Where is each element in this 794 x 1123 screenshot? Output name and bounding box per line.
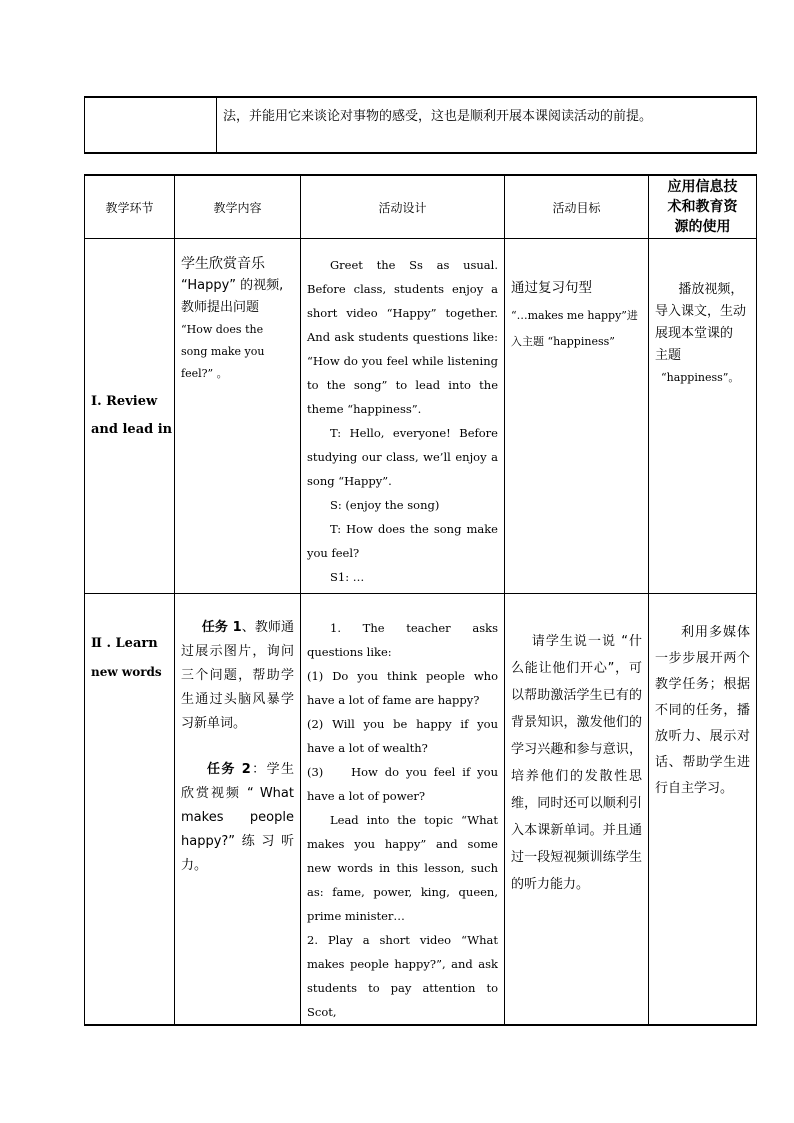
row-learn-words: [85, 594, 757, 1026]
row1-activity-p3: S: (enjoy the song): [330, 498, 440, 512]
row1-tech: [649, 239, 757, 594]
row-review: [85, 239, 757, 594]
row1-activity-p4: T: How does the song make you feel?: [307, 522, 498, 560]
row2-tech: [649, 594, 757, 1026]
row1-activity: [301, 239, 505, 594]
top-row-label-cell: [85, 97, 217, 153]
row1-stage-line-2: and lead in: [91, 422, 173, 437]
header-tech-line-3: 源的使用: [674, 219, 731, 235]
header-tech-line-2: 术和教育资: [667, 199, 738, 215]
row1-activity-p1: Greet the Ss as usual. Before class, students enjoy a short video “Happy” together. And ask students questions like: “How do you feel while listening to the song” to lead into the theme “happiness”.: [307, 258, 498, 416]
lesson-plan-table: [84, 174, 757, 1026]
row1-tech-line-1: 播放视频，: [678, 282, 744, 297]
row1-content: [175, 239, 301, 594]
row1-content-en-3: feel?” 。: [181, 367, 228, 380]
row1-content-line-2: “Happy” 的视频,: [181, 278, 284, 293]
row2-activity: [301, 594, 505, 1026]
row1-tech-line-5: “happiness”。: [661, 371, 740, 384]
row1-activity-p2: T: Hello, everyone! Before studying our class, we’ll enjoy a song “Happy”.: [307, 426, 498, 488]
row2-task2-text: ：学生欣赏视频 “ What makes people happy?”练习听力。: [181, 762, 294, 873]
row2-activity-p4: (3) How do you feel if you have a lot of power?: [307, 765, 502, 803]
row1-activity-p5: S1: …: [330, 570, 365, 584]
row1-goal-line-2: “…makes me happy”进: [511, 309, 638, 322]
top-table: [84, 96, 757, 154]
header-goal: 活动目标: [505, 175, 649, 239]
header-activity: 活动设计: [301, 175, 505, 239]
row2-activity-p2: (1) Do you think people who have a lot of fame are happy?: [307, 669, 498, 707]
row2-activity-p1: 1. The teacher asks questions like:: [307, 621, 498, 659]
row1-content-line-3: 教师提出问题: [181, 300, 260, 315]
row2-stage: [85, 594, 175, 1026]
row2-activity-p6: 2. Play a short video “What makes people happy?”, and ask students to pay attention to Scot,: [307, 933, 498, 1019]
row1-tech-line-2: 导入课文，生动: [655, 304, 747, 319]
row2-goal: [505, 594, 649, 1026]
row2-task1: [181, 616, 294, 736]
top-row: [85, 97, 757, 153]
header-content: 教学内容: [175, 175, 301, 239]
row1-tech-line-3: 展现本堂课的: [655, 326, 734, 341]
row2-task2-label: 任务 2: [207, 762, 251, 777]
row1-goal-line-3: 入主题 “happiness”: [511, 335, 615, 348]
top-row-text-cell: [217, 97, 757, 153]
row2-activity-p5: Lead into the topic “What makes you happy” and some new words in this lesson, such as: fame, power, king, queen, prime minister…: [307, 813, 498, 923]
row2-goal-text: 请学生说一说 “什么能让他们开心”，可以帮助激活学生已有的背景知识，激发他们的学习兴趣和参与意识，培养他们的发散性思维，同时还可以顺利引入本课新单词。并且通过一段短视频训练学生的听力能力。: [511, 634, 642, 892]
row2-task1-label: 任务 1: [201, 620, 242, 635]
header-stage: 教学环节: [85, 175, 175, 239]
row2-content: [175, 594, 301, 1026]
row1-content-en-1: “How does the: [181, 323, 264, 336]
row1-content-line-1: 学生欣赏音乐: [181, 256, 265, 272]
row2-stage-line-2: new words: [91, 665, 162, 679]
header-tech-line-1: 应用信息技: [667, 179, 738, 195]
top-row-text: 法，并能用它来谈论对事物的感受，这也是顺利开展本课阅读活动的前提。: [223, 109, 653, 124]
row1-stage: [85, 239, 175, 594]
row1-goal-line-1: 通过复习句型: [511, 280, 592, 296]
row1-goal: [505, 239, 649, 594]
row2-stage-line-1: Ⅱ . Learn: [91, 636, 158, 651]
row2-tech-text: 利用多媒体一步步展开两个教学任务；根据不同的任务，播放听力、展示对话、帮助学生进行自主学习。: [655, 625, 750, 796]
row1-stage-line-1: I. Review: [91, 394, 158, 409]
row1-content-en-2: song make you: [181, 345, 265, 358]
header-row: [85, 175, 757, 239]
row1-tech-line-4: 主题: [655, 348, 682, 363]
row2-activity-p3: (2) Will you be happy if you have a lot of wealth?: [307, 717, 498, 755]
header-tech: [649, 175, 757, 239]
row2-task2: [181, 758, 294, 878]
row2-task1-text: 、教师通过展示图片，询问三个问题，帮助学生通过头脑风暴学习新单词。: [181, 620, 294, 731]
